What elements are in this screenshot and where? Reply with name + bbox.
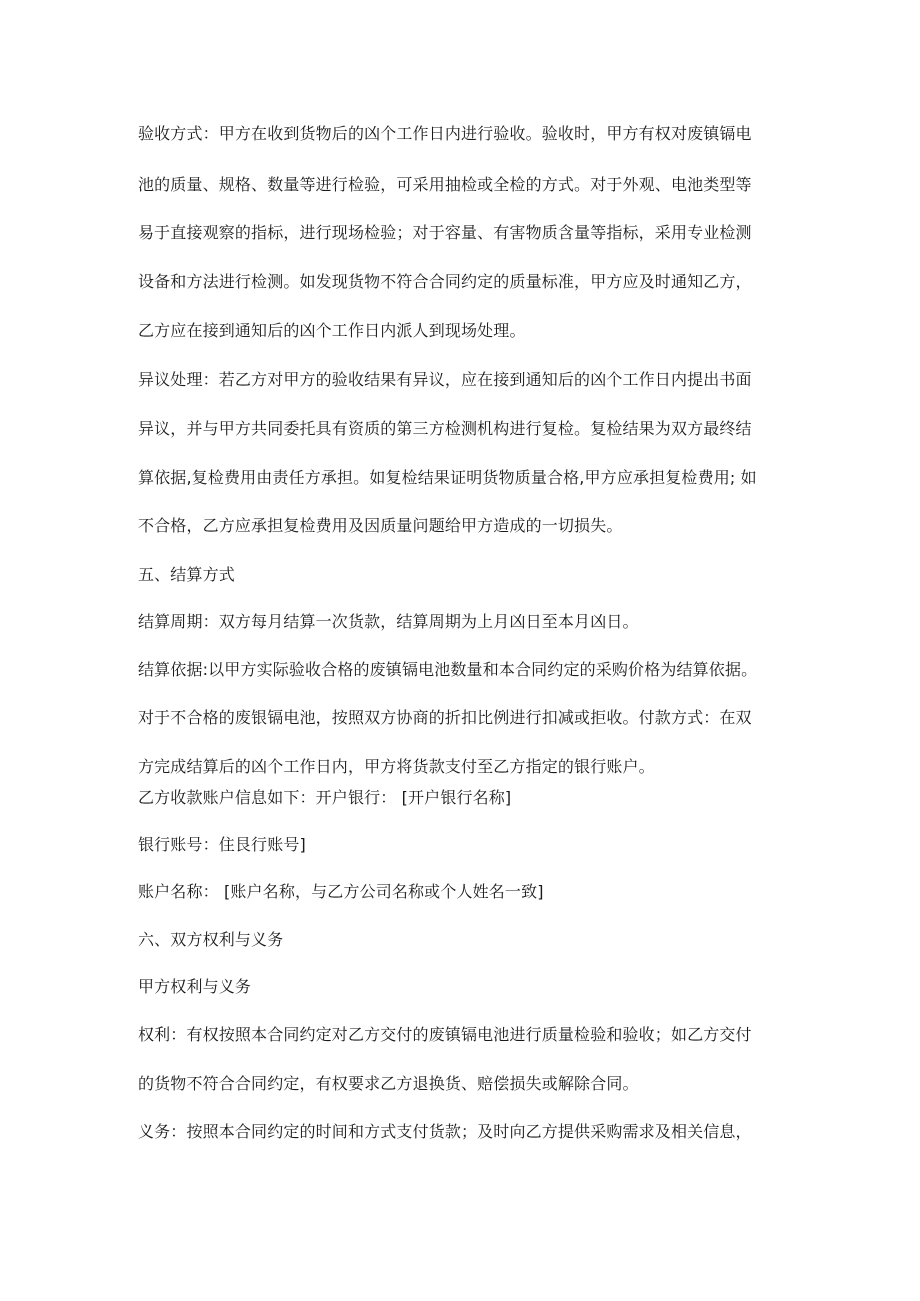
- text-line-21: 的货物不符合合同约定，有权要求乙方退换货、赔偿损失或解除合同。: [138, 1074, 639, 1093]
- text-line-12: 结算依据:以甲方实际验收合格的废镇镉电池数量和本合同约定的采购价格为结算依据。: [138, 660, 758, 679]
- text-line-5: 乙方应在接到通知后的凶个工作日内派人到现场处理。: [138, 321, 526, 340]
- text-line-13: 对于不合格的废银镉电池，按照双方协商的折扣比例进行扣减或拒收。付款方式：在双: [138, 708, 752, 727]
- text-line-11: 结算周期：双方每月结算一次货款，结算周期为上月凶日至本月凶日。: [138, 612, 639, 631]
- text-line-7: 异议，并与甲方共同委托具有资质的第三方检测机构进行复检。复检结果为双方最终结: [138, 419, 752, 438]
- text-line-3: 易于直接观察的指标，进行现场检验；对于容量、有害物质含量等指标，采用专业检测: [138, 223, 752, 242]
- text-line-14: 方完成结算后的凶个工作日内，甲方将货款支付至乙方指定的银行账户。: [138, 757, 655, 776]
- text-line-16: 银行账号：住艮行账号]: [138, 835, 306, 854]
- section-heading-settlement: 五、结算方式: [138, 565, 235, 584]
- text-line-22: 义务：按照本合同约定的时间和方式支付货款；及时向乙方提供采购需求及相关信息，: [138, 1122, 752, 1141]
- text-line-20: 权利：有权按照本合同约定对乙方交付的废镇镉电池进行质量检验和验收；如乙方交付: [138, 1025, 752, 1044]
- text-line-9: 不合格，乙方应承担复检费用及因质量问题给甲方造成的一切损失。: [138, 516, 623, 535]
- text-line-8: 算依据,复检费用由责任方承担。如复检结果证明货物质量合格,甲方应承担复检费用; 如: [138, 468, 757, 487]
- text-line-2: 池的质量、规格、数量等进行检验，可采用抽检或全检的方式。对于外观、电池类型等: [138, 175, 752, 194]
- section-heading-rights: 六、双方权利与义务: [138, 930, 284, 949]
- subsection-heading-party-a: 甲方权利与义务: [138, 977, 252, 996]
- text-line-1: 验收方式：甲方在收到货物后的凶个工作日内进行验收。验收时，甲方有权对废镇镉电: [138, 124, 752, 143]
- text-line-15: 乙方收款账户信息如下：开户银行： [开户银行名称]: [138, 788, 512, 807]
- text-line-6: 异议处理：若乙方对甲方的验收结果有异议，应在接到通知后的凶个工作日内提出书面: [138, 370, 752, 389]
- text-line-17: 账户名称： [账户名称，与乙方公司名称或个人姓名一致]: [138, 882, 544, 901]
- text-line-4: 设备和方法进行检测。如发现货物不符合合同约定的质量标准，甲方应及时通知乙方，: [138, 272, 752, 291]
